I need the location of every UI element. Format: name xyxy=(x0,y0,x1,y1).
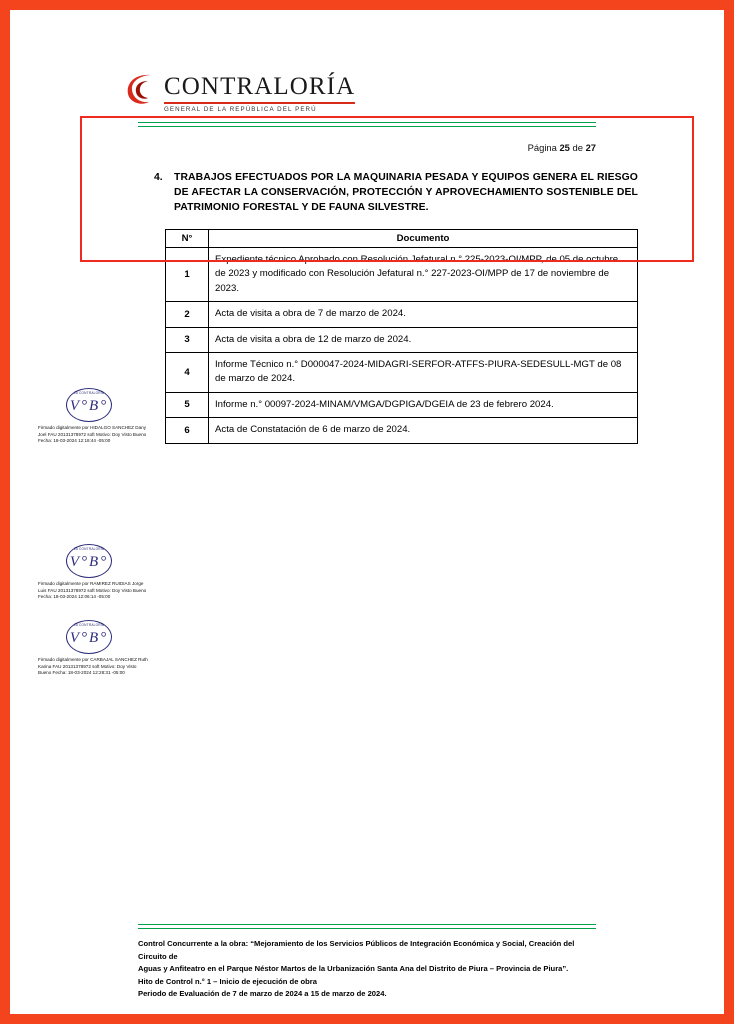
table-header-documento: Documento xyxy=(209,230,638,248)
header-rule-top xyxy=(138,122,596,123)
seal-mark: V°B° xyxy=(69,398,109,414)
seal-mark: V°B° xyxy=(69,630,109,646)
table-row xyxy=(166,418,638,443)
row-number: 2 xyxy=(166,302,209,327)
row-document: Expediente técnico Aprobado con Resolución Jefatural n.° 225-2023-OI/MPP, de 05 de octubre de 2023 y modificado con Resolución Jefatural n.° 227-2023-OI/MPP de 17 de noviembre de 2023. xyxy=(209,248,638,302)
page-number-label: Página xyxy=(527,142,557,153)
footer-rule-bottom xyxy=(138,928,596,929)
page-number-total: 27 xyxy=(585,142,596,153)
documents-table-body xyxy=(166,248,638,444)
footer-line-1: Control Concurrente a la obra: “Mejoramiento de los Servicios Públicos de Integración Económica y Social, Creación del Circuito de xyxy=(138,939,575,961)
footer-line-3: Hito de Control n.° 1 – Inicio de ejecución de obra xyxy=(138,976,317,986)
visto-bueno-seal-icon xyxy=(66,544,112,578)
row-document: Informe Técnico n.° D000047-2024-MIDAGRI-SERFOR-ATFFS-PIURA-SEDESULL-MGT de 08 de marzo de 2024. xyxy=(209,352,638,392)
table-row xyxy=(166,248,638,302)
footer-rule-top xyxy=(138,924,596,925)
documents-table-head xyxy=(166,230,638,248)
footer-line-2: Aguas y Anfiteatro en el Parque Néstor Martos de la Urbanización Santa Ana del Distrito de Piura – Provincia de Piura”. xyxy=(138,964,569,974)
seal-caption: LA CONTRALORÍA xyxy=(73,391,105,395)
header-rule-bottom xyxy=(138,126,596,127)
row-document: Acta de visita a obra de 7 de marzo de 2024. xyxy=(209,302,638,327)
table-header-n: N° xyxy=(166,230,209,248)
page-number-of: de xyxy=(572,142,583,153)
documents-table xyxy=(165,229,638,444)
visto-bueno-seal-icon xyxy=(66,388,112,422)
row-number: 4 xyxy=(166,352,209,392)
row-document: Acta de Constatación de 6 de marzo de 2024. xyxy=(209,418,638,443)
table-header-row xyxy=(166,230,638,248)
signature-text: Firmado digitalmente por CARBAJAL SANCHEZ Ruth Karina FAU 20131378972 soft Motivo: Doy Visto Bueno Fecha: 18-03-2024 12:28:31 -05:00 xyxy=(38,657,148,676)
visto-bueno-seal-icon xyxy=(66,620,112,654)
section-title: TRABAJOS EFECTUADOS POR LA MAQUINARIA PESADA Y EQUIPOS GENERA EL RIESGO DE AFECTAR LA CONSERVACIÓN, PROTECCIÓN Y APROVECHAMIENTO SOSTENIBLE DEL PATRIMONIO FORESTAL Y DE FAUNA SILVESTRE. xyxy=(174,172,638,214)
footer-line-4: Periodo de Evaluación de 7 de marzo de 2024 a 15 de marzo de 2024. xyxy=(138,989,387,999)
page-number xyxy=(528,142,596,153)
logo-subtitle: GENERAL DE LA REPÚBLICA DEL PERÚ xyxy=(164,102,355,113)
signature-text: Firmado digitalmente por HIDALGO SANCHEZ Dany Joel FAU 20131378972 soft Motivo: Doy Visto Bueno Fecha: 18-03-2024 12:18:44 -05:00 xyxy=(38,425,147,444)
logo-title: CONTRALORÍA xyxy=(164,73,356,100)
seal-mark: V°B° xyxy=(69,554,109,570)
page-sheet xyxy=(20,20,714,1004)
signature-block xyxy=(38,544,150,601)
table-row xyxy=(166,352,638,392)
row-document: Acta de visita a obra de 12 de marzo de 2024. xyxy=(209,327,638,352)
contraloria-mark-icon xyxy=(124,72,158,106)
signature-block xyxy=(38,388,150,445)
section-heading xyxy=(154,170,638,215)
logo-text xyxy=(164,72,355,113)
table-row xyxy=(166,302,638,327)
section-number: 4. xyxy=(154,172,163,183)
seal-caption: LA CONTRALORÍA xyxy=(73,547,105,551)
seal-caption: LA CONTRALORÍA xyxy=(73,623,105,627)
row-number: 6 xyxy=(166,418,209,443)
row-number: 5 xyxy=(166,392,209,417)
row-number: 3 xyxy=(166,327,209,352)
signature-block xyxy=(38,620,150,677)
page-footer xyxy=(138,938,604,1001)
table-row xyxy=(166,392,638,417)
row-number: 1 xyxy=(166,248,209,302)
table-row xyxy=(166,327,638,352)
page-number-current: 25 xyxy=(559,142,570,153)
row-document: Informe n.° 00097-2024-MINAM/VMGA/DGPIGA/DGEIA de 23 de febrero 2024. xyxy=(209,392,638,417)
contraloria-logo xyxy=(124,72,355,113)
signature-text: Firmado digitalmente por RAMIREZ RUIDIAS Jorge Luis FAU 20131378972 soft Motivo: Doy Visto Bueno Fecha: 18-03-2024 12:06:14 -05:00 xyxy=(38,581,147,600)
